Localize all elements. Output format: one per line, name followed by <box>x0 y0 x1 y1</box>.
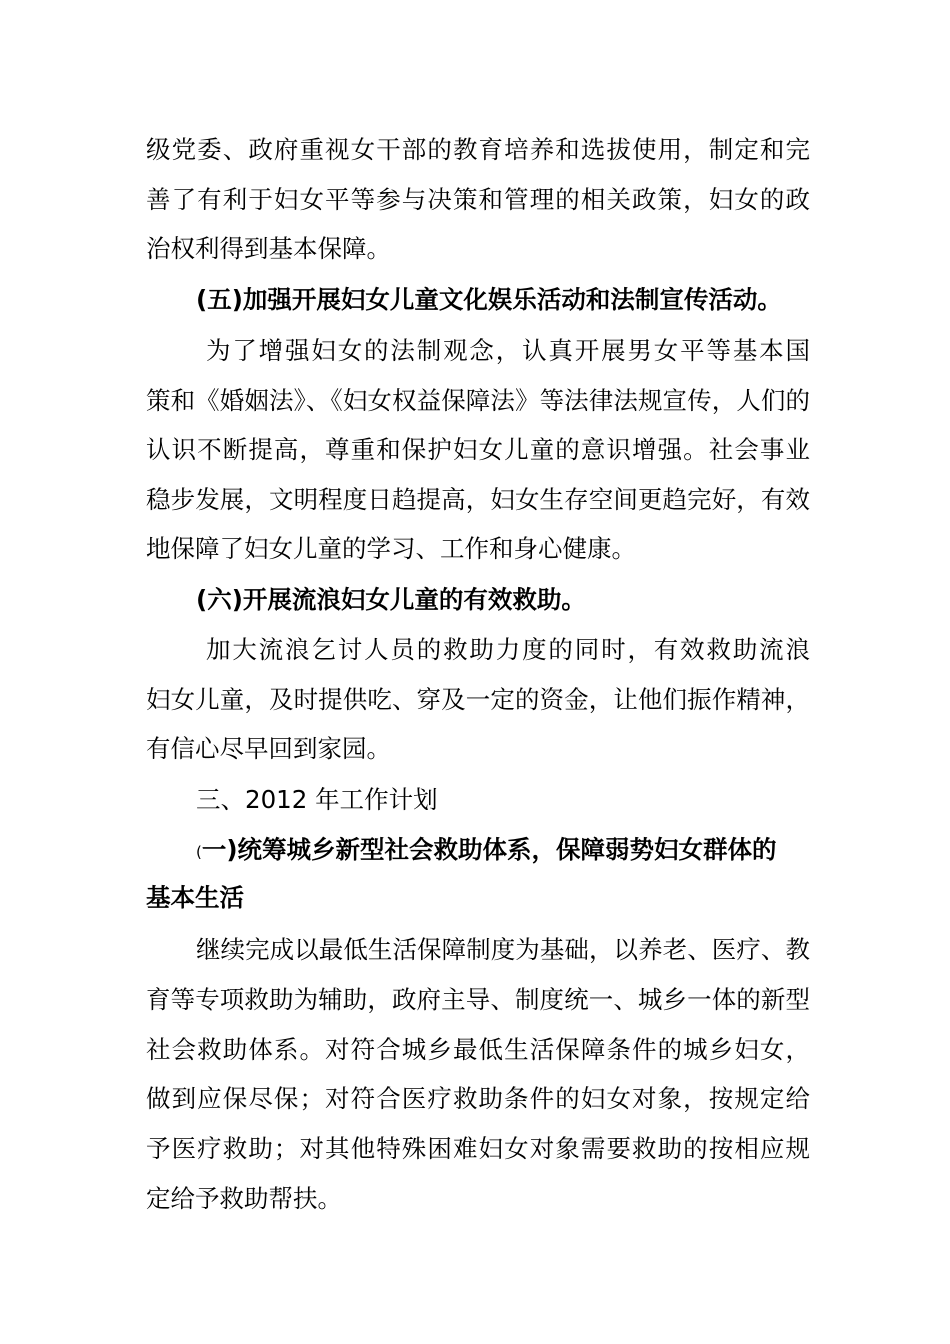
paragraph-4-line-2: 育等专项救助为辅助，政府主导、制度统一、城乡一体的新型 <box>146 985 810 1014</box>
paragraph-2-line-5: 地保障了妇女儿童的学习、工作和身心健康。 <box>146 534 636 563</box>
paragraph-3-line-1: 加大流浪乞讨人员的救助力度的同时，有效救助流浪 <box>206 635 810 664</box>
paragraph-4-line-1: 继续完成以最低生活保障制度为基础，以养老、医疗、教 <box>196 935 810 964</box>
paragraph-2-line-1: 为了增强妇女的法制观念，认真开展男女平等基本国 <box>206 336 810 365</box>
heading-six: (六)开展流浪妇女儿童的有效救助。 <box>196 585 586 614</box>
section-three-title: 三、2012 年工作计划 <box>196 785 438 814</box>
paragraph-2-line-3: 认识不断提高，尊重和保护妇女儿童的意识增强。社会事业 <box>146 435 810 464</box>
paragraph-4-line-6: 定给予救助帮扶。 <box>146 1184 342 1213</box>
paragraph-3-line-3: 有信心尽早回到家园。 <box>146 734 391 763</box>
paragraph-4-line-4: 做到应保尽保；对符合医疗救助条件的妇女对象，按规定给 <box>146 1084 810 1113</box>
paragraph-2-line-2: 策和《婚姻法》、《妇女权益保障法》等法律法规宣传，人们的 <box>146 386 810 415</box>
paragraph-1-line-3: 治权利得到基本保障。 <box>146 234 391 263</box>
paragraph-2-line-4: 稳步发展，文明程度日趋提高，妇女生存空间更趋完好，有效 <box>146 485 810 514</box>
heading-one-paren: ( <box>196 843 202 861</box>
heading-five: (五)加强开展妇女儿童文化娱乐活动和法制宣传活动。 <box>196 285 782 314</box>
heading-one-line-1 <box>196 832 816 868</box>
paragraph-4-line-5: 予医疗救助；对其他特殊困难妇女对象需要救助的按相应规 <box>146 1134 810 1163</box>
heading-one-line-2: 基本生活 <box>146 883 244 912</box>
paragraph-4-line-3: 社会救助体系。对符合城乡最低生活保障条件的城乡妇女， <box>146 1035 810 1064</box>
paragraph-1-line-2: 善了有利于妇女平等参与决策和管理的相关政策，妇女的政 <box>146 185 810 214</box>
heading-one-text: 一)统筹城乡新型社会救助体系，保障弱势妇女群体的 <box>201 835 777 864</box>
paragraph-1-line-1: 级党委、政府重视女干部的教育培养和选拔使用，制定和完 <box>146 135 810 164</box>
paragraph-3-line-2: 妇女儿童，及时提供吃、穿及一定的资金，让他们振作精神， <box>146 685 810 714</box>
